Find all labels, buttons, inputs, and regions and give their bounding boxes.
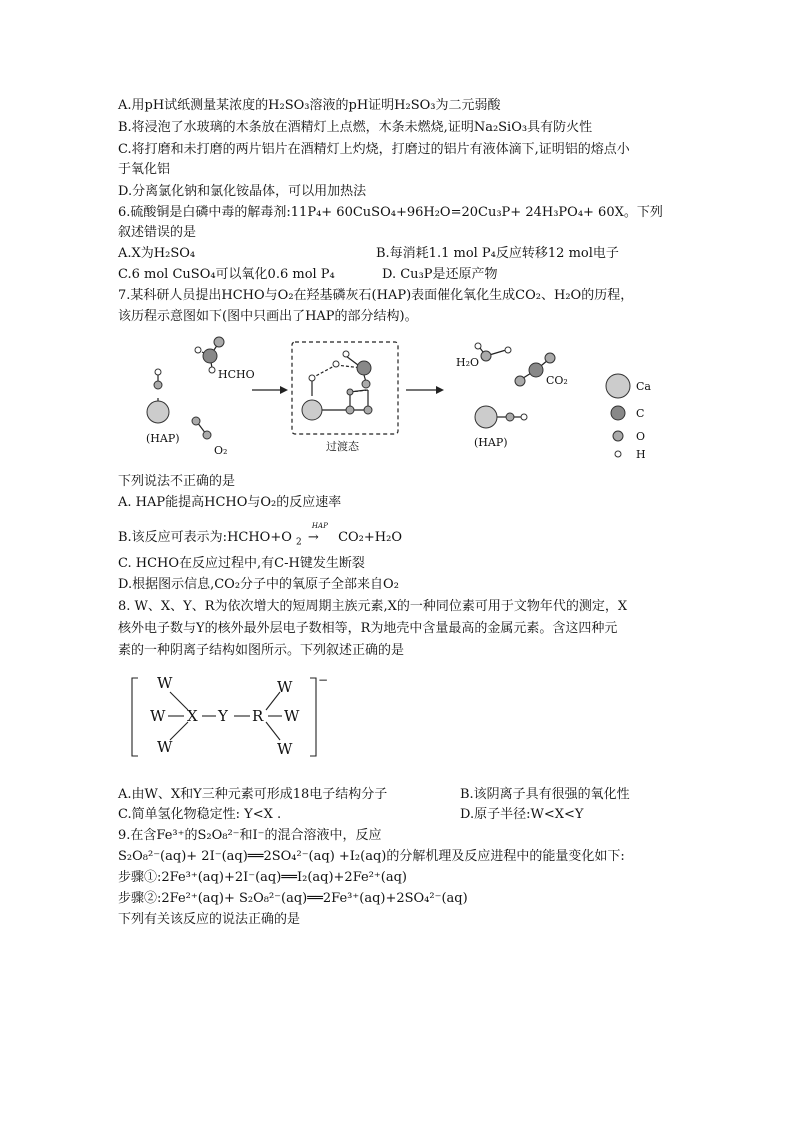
atom-w: W	[277, 740, 293, 758]
catalyst-arrow: HAP →	[307, 522, 328, 545]
q9-step2: 步骤②:2Fe²⁺(aq)+ S₂O₈²⁻(aq)══2Fe³⁺(aq)+2SO₄²⁻(aq)	[118, 891, 468, 906]
q7-option-b: B.该反应可表示为:HCHO+O $_2$ HAP → CO₂+H₂O	[118, 522, 402, 548]
q7-stem-line2: 该历程示意图如下(图中只画出了HAP的部分结构)。	[118, 309, 418, 324]
atom-r: R	[252, 707, 264, 725]
anion-charge: −	[318, 673, 329, 687]
q8-option-c: C.简单氢化物稳定性: Y<X .	[118, 807, 282, 822]
hap-reaction-diagram	[140, 330, 680, 465]
q8-option-b: B.该阴离子具有很强的氧化性	[460, 787, 630, 802]
label-co2: CO₂	[546, 374, 568, 387]
q5-option-c-line2: 于氧化铝	[118, 162, 171, 177]
q9-question: 下列有关该反应的说法正确的是	[118, 912, 301, 927]
label-hap-right: (HAP)	[474, 436, 508, 449]
q9-stem-line2: S₂O₈²⁻(aq)+ 2I⁻(aq)══2SO₄²⁻(aq) +I₂(aq)的分解机理及反应进程中的能量变化如下:	[118, 849, 625, 864]
label-h2o: H₂O	[456, 356, 480, 369]
legend-o: O	[636, 430, 646, 443]
atom-y: Y	[218, 707, 228, 725]
label-transition: 过渡态	[326, 440, 359, 453]
q7-option-d: D.根据图示信息,CO₂分子中的氧原子全部来自O₂	[118, 577, 399, 592]
q6-option-b: B.每消耗1.1 mol P₄反应转移12 mol电子	[376, 246, 619, 261]
legend-ca: Ca	[636, 380, 651, 393]
atom-w: W	[284, 707, 300, 725]
q6-option-d: D. Cu₃P是还原产物	[382, 267, 498, 282]
label-o2: O₂	[214, 444, 228, 457]
legend-h: H	[636, 448, 646, 461]
q8-option-d: D.原子半径:W<X<Y	[460, 807, 584, 822]
q6-stem-line2: 叙述错误的是	[118, 225, 197, 240]
q6-option-c: C.6 mol CuSO₄可以氧化0.6 mol P₄	[118, 267, 335, 282]
q8-option-a: A.由W、X和Y三种元素可形成18电子结构分子	[118, 787, 388, 802]
q5-option-b: B.将浸泡了水玻璃的木条放在酒精灯上点燃，木条未燃烧,证明Na₂SiO₃具有防火性	[118, 120, 593, 135]
q8-stem-line2: 核外电子数与Y的核外最外层电子数相等，R为地壳中含量最高的金属元素。含这四种元	[118, 621, 618, 636]
q8-stem-line1: 8. W、X、Y、R为依次增大的短周期主族元素,X的一种同位素可用于文物年代的测定，X	[118, 599, 628, 614]
anion-structure	[128, 672, 348, 768]
legend-c: C	[636, 407, 645, 420]
q5-option-a: A.用pH试纸测量某浓度的H₂SO₃溶液的pH证明H₂SO₃为二元弱酸	[118, 98, 501, 113]
q7-option-c: C. HCHO在反应过程中,有C-H键发生断裂	[118, 556, 365, 571]
q7-option-a: A. HAP能提高HCHO与O₂的反应速率	[118, 495, 342, 510]
atom-w: W	[150, 707, 166, 725]
q6-stem-line1: 6.硫酸铜是白磷中毒的解毒剂:11P₄+ 60CuSO₄+96H₂O=20Cu₃P+ 24H₃PO₄+ 60X。下列	[118, 205, 663, 220]
label-hcho: HCHO	[218, 368, 255, 381]
q9-stem-line1: 9.在含Fe³⁺的S₂O₈²⁻和I⁻的混合溶液中，反应	[118, 828, 382, 843]
q7-question: 下列说法不正确的是	[118, 474, 236, 489]
q6-option-a: A.X为H₂SO₄	[118, 246, 196, 261]
label-hap-left: (HAP)	[146, 432, 180, 445]
q5-option-c-line1: C.将打磨和未打磨的两片铝片在酒精灯上灼烧，打磨过的铝片有液体滴下,证明铝的熔点小	[118, 142, 630, 157]
atom-w: W	[157, 738, 173, 756]
q7-stem-line1: 7.某科研人员提出HCHO与O₂在羟基磷灰石(HAP)表面催化氧化生成CO₂、H₂O的历程，	[118, 288, 634, 303]
q5-option-d: D.分离氯化钠和氯化铵晶体，可以用加热法	[118, 184, 367, 199]
q9-step1: 步骤①:2Fe³⁺(aq)+2I⁻(aq)══I₂(aq)+2Fe²⁺(aq)	[118, 870, 407, 885]
atom-w: W	[277, 678, 293, 696]
atom-x: X	[187, 707, 198, 725]
q8-stem-line3: 素的一种阴离子结构如图所示。下列叙述正确的是	[118, 643, 405, 658]
atom-w: W	[157, 674, 173, 692]
arrow-icon: →	[307, 530, 319, 545]
